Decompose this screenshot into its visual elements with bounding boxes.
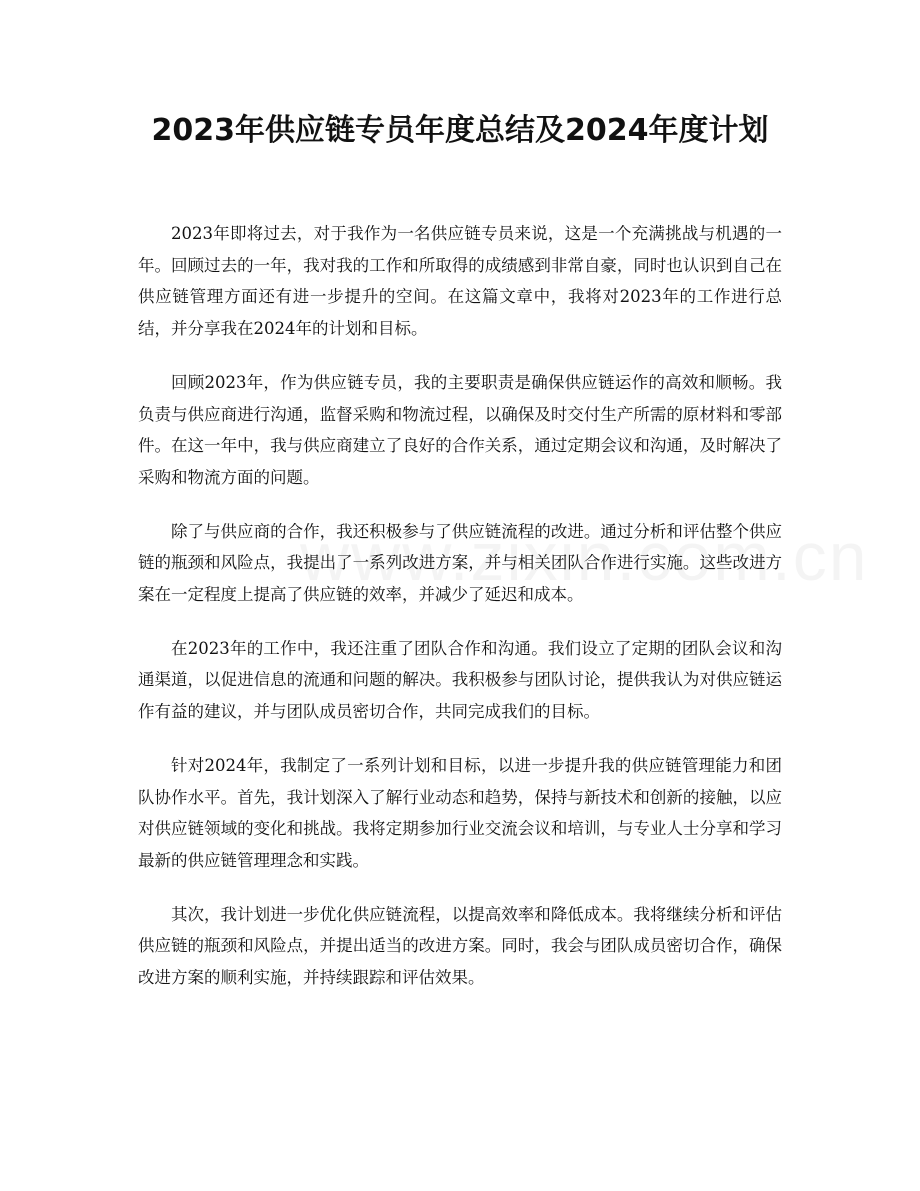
paragraph-6: 其次，我计划进一步优化供应链流程，以提高效率和降低成本。我将继续分析和评估供应链的瓶颈和风险点，并提出适当的改进方案。同时，我会与团队成员密切合作，确保改进方案的顺利实施，并持续跟踪和评估效果。	[138, 904, 782, 988]
document-body	[138, 218, 782, 1016]
paragraph-2: 回顾2023年，作为供应链专员，我的主要职责是确保供应链运作的高效和顺畅。我负责与供应商进行沟通，监督采购和物流过程，以确保及时交付生产所需的原材料和零部件。在这一年中，我与供应商建立了良好的合作关系，通过定期会议和沟通，及时解决了采购和物流方面的问题。	[138, 372, 782, 487]
paragraph-4: 在2023年的工作中，我还注重了团队合作和沟通。我们设立了定期的团队会议和沟通渠道，以促进信息的流通和问题的解决。我积极参与团队讨论，提供我认为对供应链运作有益的建议，并与团队成员密切合作，共同完成我们的目标。	[138, 638, 782, 722]
paragraph-3: 除了与供应商的合作，我还积极参与了供应链流程的改进。通过分析和评估整个供应链的瓶颈和风险点，我提出了一系列改进方案，并与相关团队合作进行实施。这些改进方案在一定程度上提高了供应链的效率，并减少了延迟和成本。	[138, 521, 782, 605]
paragraph-5: 针对2024年，我制定了一系列计划和目标，以进一步提升我的供应链管理能力和团队协作水平。首先，我计划深入了解行业动态和趋势，保持与新技术和创新的接触，以应对供应链领域的变化和挑战。我将定期参加行业交流会议和培训，与专业人士分享和学习最新的供应链管理理念和实践。	[138, 755, 782, 870]
document-title: 2023年供应链专员年度总结及2024年度计划	[151, 113, 769, 148]
paragraph-1: 2023年即将过去，对于我作为一名供应链专员来说，这是一个充满挑战与机遇的一年。回顾过去的一年，我对我的工作和所取得的成绩感到非常自豪，同时也认识到自己在供应链管理方面还有进一步提升的空间。在这篇文章中，我将对2023年的工作进行总结，并分享我在2024年的计划和目标。	[138, 224, 782, 339]
